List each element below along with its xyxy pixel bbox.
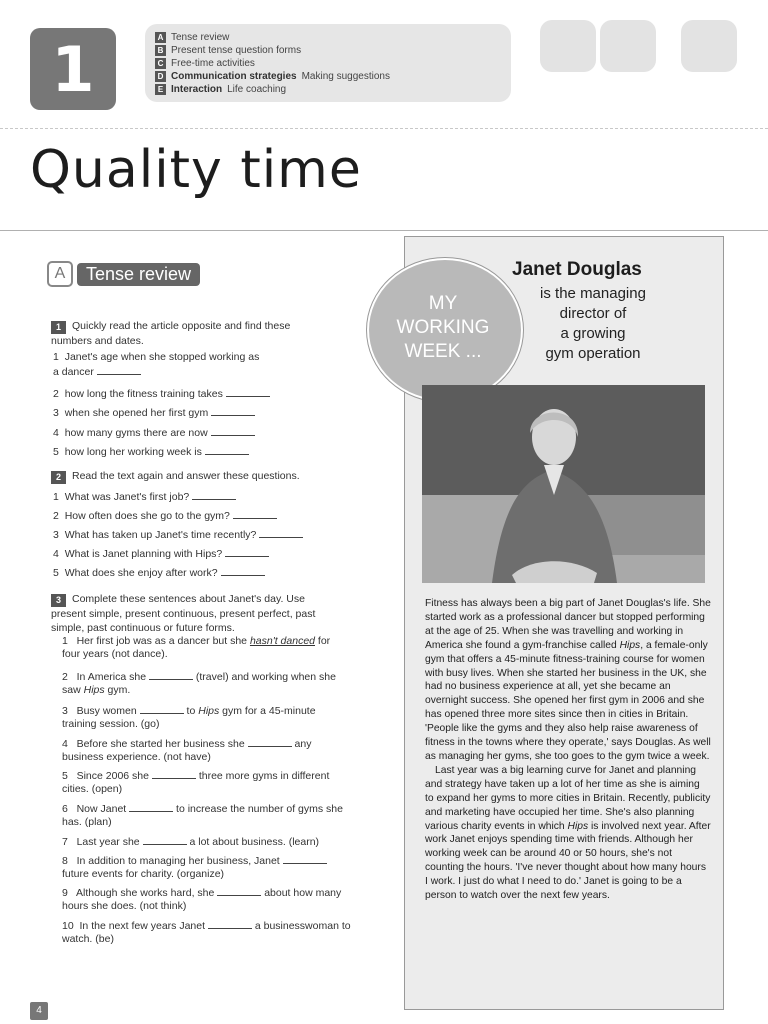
portrait-photo-illustration [422,385,705,583]
unit-topics-box [145,24,511,102]
article-person-name: Janet Douglas [512,259,642,280]
topic-e [155,84,286,95]
list-item: 2 how long the fitness training takes [53,386,270,401]
header-tab [681,20,737,72]
topic-letter: D [155,71,166,82]
header-tab [600,20,656,72]
title-divider [0,230,768,231]
ex1-instruction: 1 Quickly read the article opposite and find these numbers and dates. [51,320,291,347]
answer-blank[interactable] [208,918,252,929]
answer-blank[interactable] [233,508,277,519]
article-paragraph: Fitness has always been a big part of Janet Douglas's life. She started work as a professional dancer but stopped performing at the age of 25. When she was travelling and working in America she found a gym-franchise called Hips, a female-only gym that offers a 45-minute fitness-training course for women with busy lives. When she started her business in the UK, she had no business experience at all, yet she became an overnight success. She opened her first gym in 2006 and she has opened three more sites since then in cities in Britain. 'People like the gyms and they also help raise awareness of fitness in the towns where they operate,' says Douglas. As well as managing her gyms, she too goes to the gym twice a week. [425,598,711,762]
header-tab [540,20,596,72]
topic-label: Present tense question forms [171,45,302,56]
list-item: 4 how many gyms there are now [53,425,255,440]
answer-blank[interactable] [226,386,270,397]
topic-letter: B [155,45,166,56]
topic-a [155,32,229,43]
answer-blank[interactable] [283,853,327,864]
portrait-photo [422,385,705,583]
list-item: 1 What was Janet's first job? [53,489,236,504]
exercise-number: 1 [51,321,66,334]
answer-blank[interactable] [221,565,265,576]
sentence-1: 1 Her first job was as a dancer but she hasn't danced for four years (not dance). [62,635,331,660]
sentence-6: 6 Now Janet to increase the number of gyms she has. (plan) [62,803,343,828]
topic-label: Free-time activities [171,58,255,69]
topic-label: Communication strategies [171,71,297,82]
exercise-number: 3 [51,594,66,607]
topic-b [155,45,301,56]
article-body [425,597,711,903]
sentence-8: 8 In addition to managing her business, Janet future events for charity. (organize) [62,853,372,881]
topic-d [155,71,390,82]
answer-blank[interactable] [217,885,261,896]
list-item: 5 What does she enjoy after work? [53,565,265,580]
article-person-role: is the managing director of a growing gym operation [540,285,646,362]
sentence-3: 3 Busy women to Hips gym for a 45-minute training session. (go) [62,705,316,730]
topic-extra: Life coaching [227,84,287,95]
ex3-instruction: 3 Complete these sentences about Janet's day. Use present simple, present continuous, present perfect, past simple, past continuous or future forms. [51,593,316,634]
topic-c [155,58,255,69]
topic-letter: C [155,58,166,69]
section-label: Tense review [77,263,200,286]
list-item: 4 What is Janet planning with Hips? [53,546,269,561]
sentence-4: 4 Before she started her business she any business experience. (not have) [62,738,312,763]
ex2-instruction: 2 Read the text again and answer these questions. [51,469,351,484]
badge-text: MY WORKING WEEK ... [396,293,490,362]
answer-blank[interactable] [211,425,255,436]
list-item: 1 Janet's age when she stopped working as a dancer [53,351,260,378]
answer-blank[interactable] [192,489,236,500]
topic-letter: A [155,32,166,43]
answer-blank[interactable] [149,669,193,680]
page-title: Quality time [30,140,362,200]
list-item: 2 How often does she go to the gym? [53,508,277,523]
section-heading [47,261,200,287]
answer-blank[interactable] [248,736,292,747]
topic-label: Tense review [171,32,230,43]
article-paragraph: Last year was a big learning curve for Janet and planning and strategy have taken up a lot of her time as she is aiming to expand her gyms to more cities in Britain. Recently, publicity and marketing have occupied her time. She's also planning various charity events in which Hips is involved next year. After work Janet enjoys spending time with friends. Although her working week can be around 40 or 50 hours, she's not counting the hours. 'I've never thought about how many hours I work. I just do what I need to do.' Janet is going to be a person to watch over the next few years. [425,764,711,902]
answer-blank[interactable] [259,527,303,538]
answer-blank[interactable] [152,768,196,779]
answer-blank[interactable] [140,703,184,714]
topic-extra: Making suggestions [301,71,390,82]
topic-letter: E [155,84,166,95]
sentence-5: 5 Since 2006 she three more gyms in different cities. (open) [62,770,330,795]
list-item: 5 how long her working week is [53,444,249,459]
example-answer: hasn't danced [249,635,315,647]
answer-blank[interactable] [97,364,141,375]
answer-blank[interactable] [211,405,255,416]
list-item: 3 What has taken up Janet's time recently? [53,527,303,542]
list-item: 3 when she opened her first gym [53,405,255,420]
page-number: 4 [30,1002,48,1020]
sentence-10: 10 In the next few years Janet a businesswoman to watch. (be) [62,920,351,945]
sentence-2: 2 In America she (travel) and working when she saw Hips gym. [62,671,336,696]
header-divider [0,128,768,129]
answer-blank[interactable] [205,444,249,455]
exercise-number: 2 [51,471,66,484]
answer-blank[interactable] [129,801,173,812]
sentence-7: 7 Last year she a lot about business. (learn) [62,836,320,848]
topic-label: Interaction [171,84,223,95]
answer-blank[interactable] [225,546,269,557]
answer-blank[interactable] [143,834,187,845]
unit-number-badge: 1 [30,28,116,110]
section-letter: A [47,261,73,287]
sentence-9: 9 Although she works hard, she about how many hours she does. (not think) [62,887,342,912]
